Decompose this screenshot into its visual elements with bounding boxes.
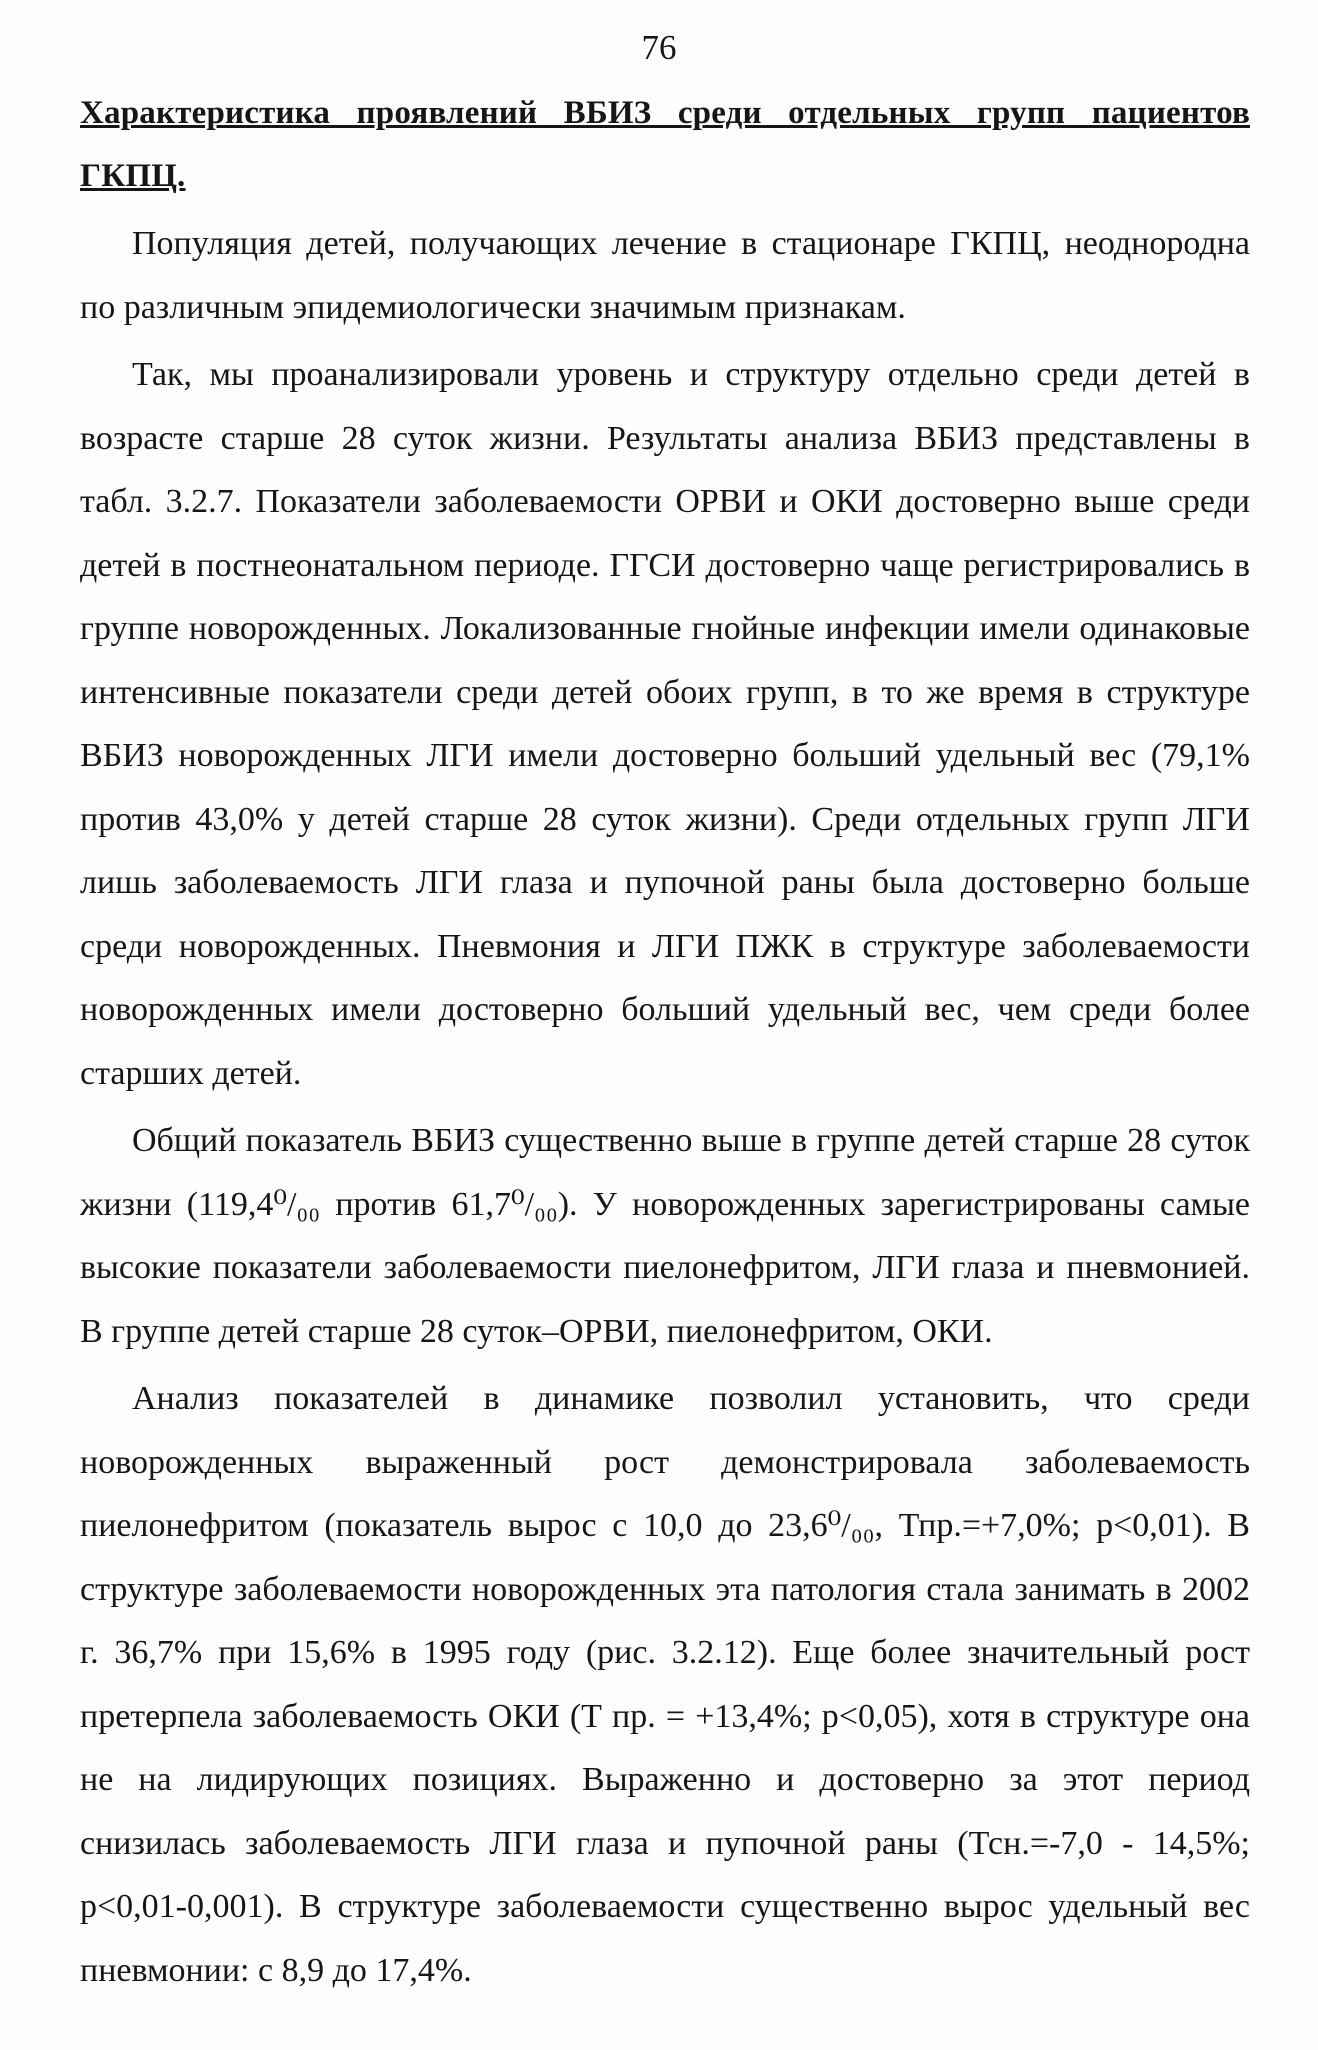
paragraph-dynamics: Анализ показателей в динамике позволил установить, что среди новорожденных выраженный рост демонстрировала заболеваемость пиелонефритом (показатель вырос с 10,0 до 23,6⁰/₀₀, Тпр.=+7,0%; р<0,01). В структуре заболеваемости новорожденных эта патология стала занимать в 2002 г. 36,7% при 15,6% в 1995 году (рис. 3.2.12). Еще более значительный рост претерпела заболеваемость ОКИ (Т пр. = +13,4%; р<0,05), хотя в структуре она не на лидирующих позициях. Выраженно и достоверно за этот период снизилась заболеваемость ЛГИ глаза и пупочной раны (Тсн.=-7,0 - 14,5%; р<0,01-0,001). В структуре заболеваемости существенно вырос удельный вес пневмонии: с 8,9 до 17,4%. (80, 1380, 1250, 1989)
page-number: 76 (641, 28, 677, 67)
section-heading: Характеристика проявлений ВБИЗ среди отдельных групп пациентов ГКПЦ. (80, 95, 1250, 194)
paragraph-population: Популяция детей, получающих лечение в стационаре ГКПЦ, неоднородна по различным эпидемиологически значимым признакам. (80, 225, 1250, 326)
paragraph-overall-rate: Общий показатель ВБИЗ существенно выше в группе детей старше 28 суток жизни (119,4⁰/₀₀ против 61,7⁰/₀₀). У новорожденных зарегистрированы самые высокие показатели заболеваемости пиелонефритом, ЛГИ глаза и пневмонией. В группе детей старше 28 суток–ОРВИ, пиелонефритом, ОКИ. (80, 1122, 1250, 1350)
paragraph-age-analysis: Так, мы проанализировали уровень и структуру отдельно среди детей в возрасте старше 28 суток жизни. Результаты анализа ВБИЗ представлены в табл. 3.2.7. Показатели заболеваемости ОРВИ и ОКИ достоверно выше среди детей в постнеонатальном периоде. ГГСИ достоверно чаще регистрировались в группе новорожденных. Локализованные гнойные инфекции имели одинаковые интенсивные показатели среди детей обоих групп, в то же время в структуре ВБИЗ новорожденных ЛГИ имели достоверно больший удельный вес (79,1% против 43,0% у детей старше 28 суток жизни). Среди отдельных групп ЛГИ лишь заболеваемость ЛГИ глаза и пупочной раны была достоверно больше среди новорожденных. Пневмония и ЛГИ ПЖК в структуре заболеваемости новорожденных имели достоверно больший удельный вес, чем среди более старших детей. (80, 356, 1250, 1092)
text-body (80, 82, 1250, 2002)
